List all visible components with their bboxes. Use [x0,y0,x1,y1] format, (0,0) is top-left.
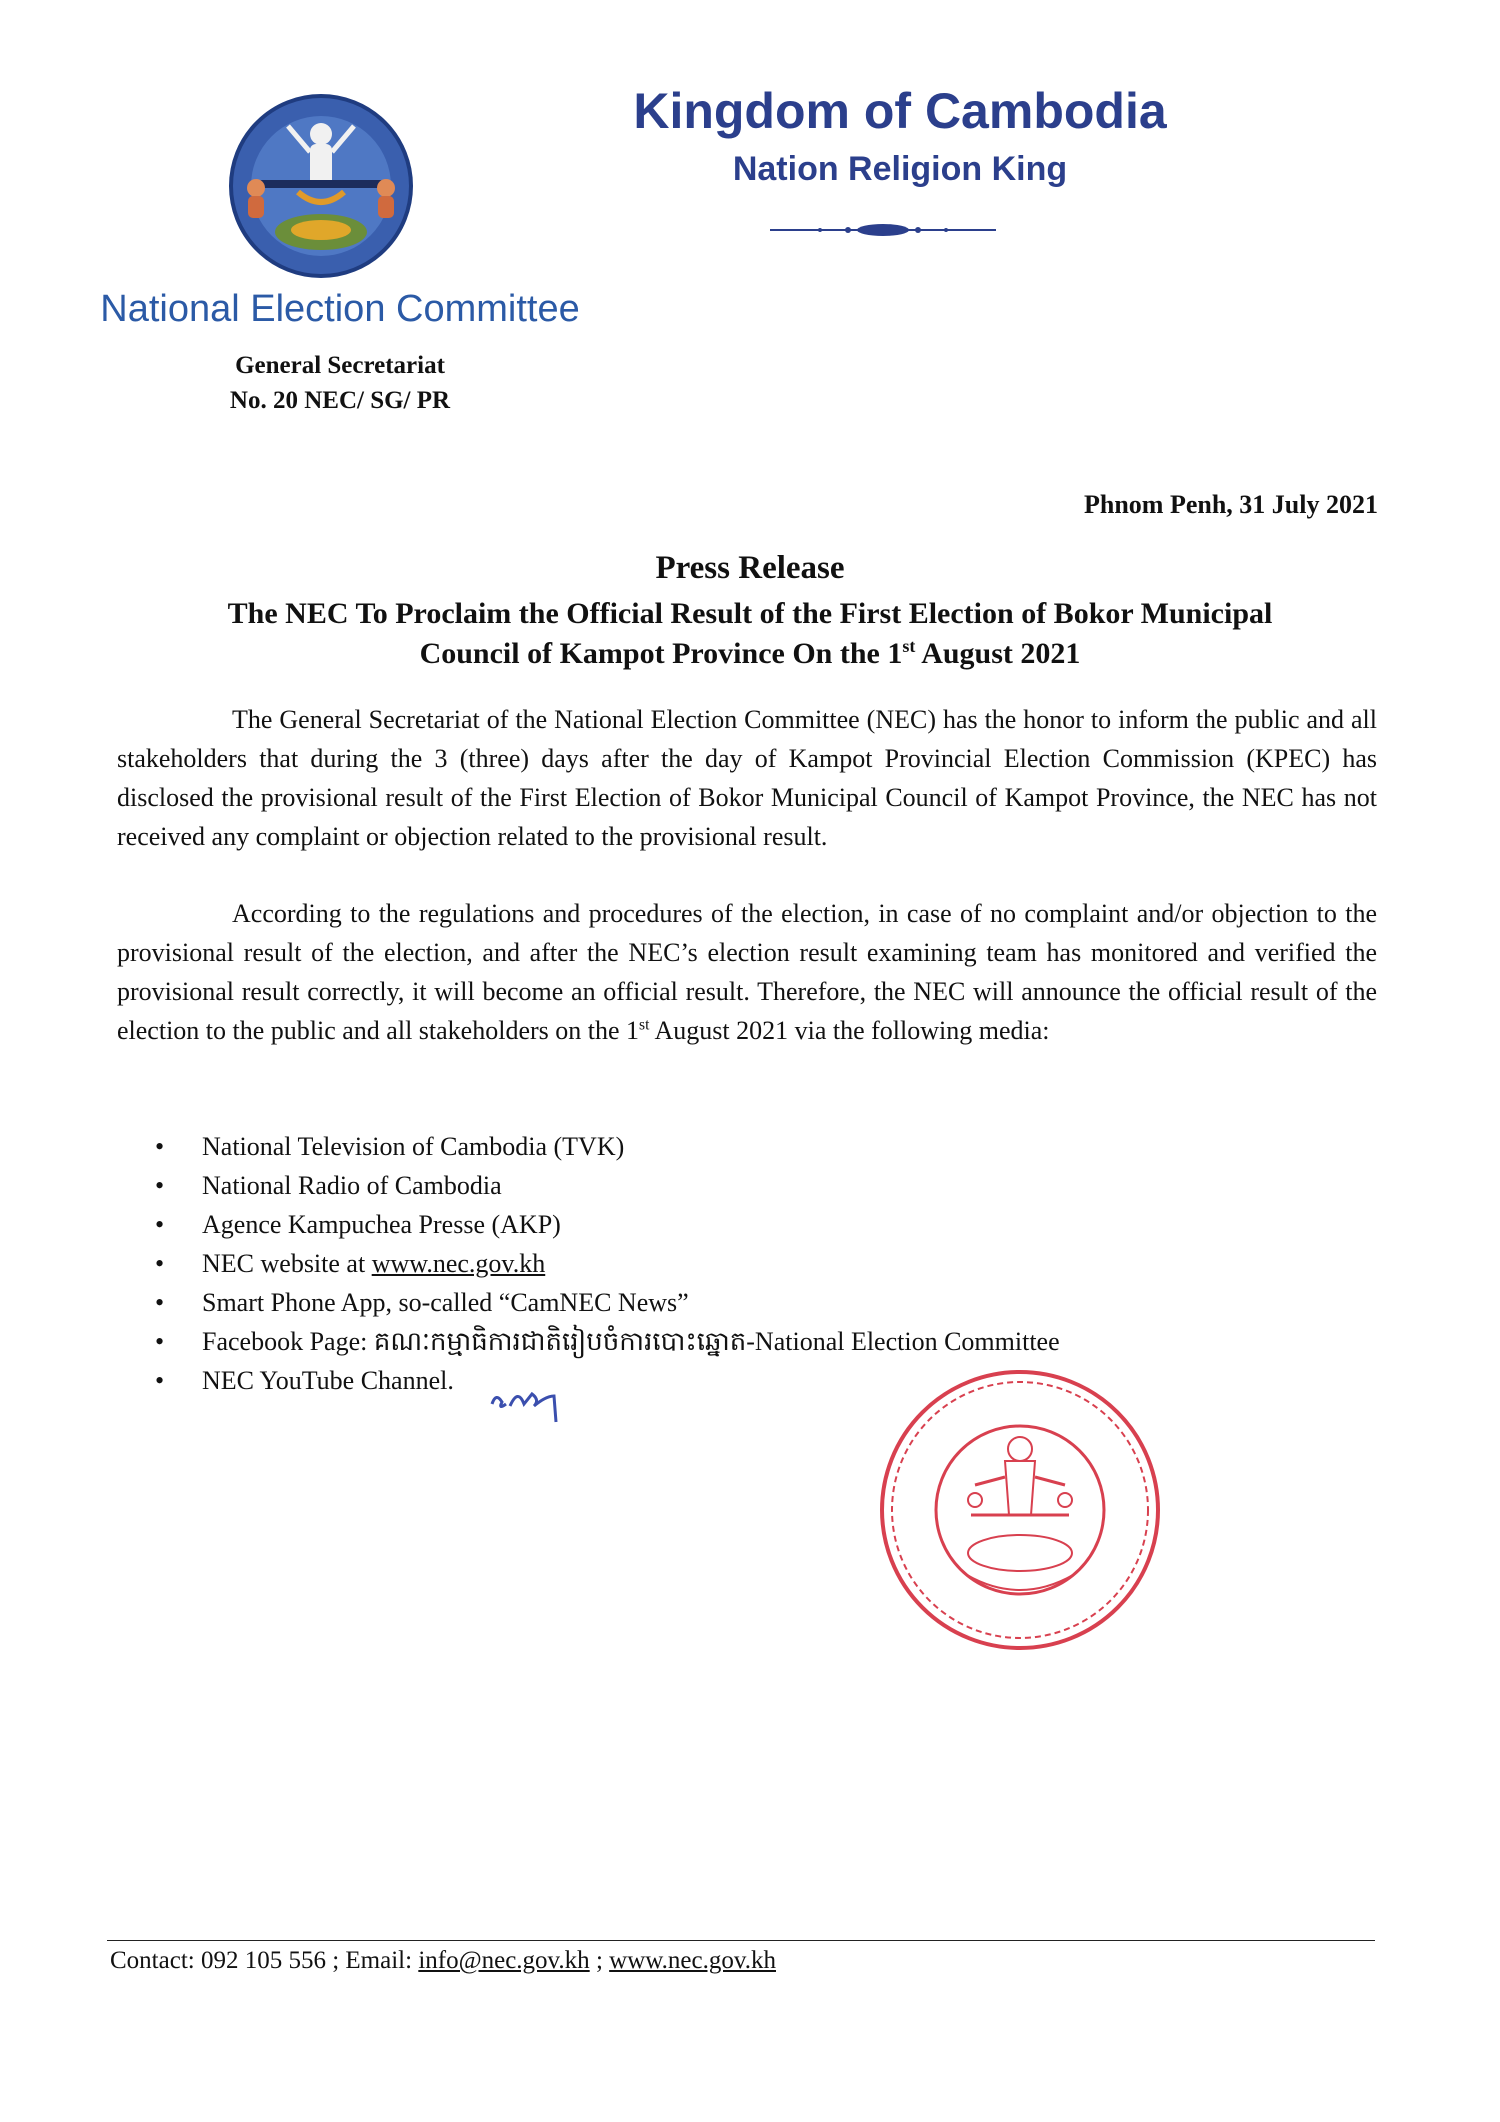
footer-contact [110,1947,776,1975]
signature-icon [488,1374,568,1434]
department-name: General Secretariat [235,352,445,379]
subtitle-line-1: The NEC To Proclaim the Official Result of the First Election of Bokor Municipal [227,597,1273,630]
media-youtube: NEC YouTube Channel. [202,1366,454,1395]
subtitle-line-2-start: Council of Kampot Province On the 1 [419,637,903,670]
media-radio: National Radio of Cambodia [202,1171,502,1200]
footer-separator: ; [589,1947,610,1974]
body-paragraph-1: The General Secretariat of the National Election Committee (NEC) has the honor to inform the public and all stakeholders that during the 3 (three) days after the day of Kampot Provincial Election Commission (KPEC) has disclosed the provisional result of the First Election of Bokor Municipal Council of Kampot Province, the NEC has not received any complaint or objection related to the provisional result. [117,705,1377,851]
media-tvk: National Television of Cambodia (TVK) [202,1132,625,1161]
nec-emblem-icon [228,92,414,280]
facebook-khmer-name: គណៈកម្មាធិការជាតិរៀបចំការបោះឆ្នោត [373,1327,747,1356]
motto-heading: Nation Religion King [732,150,1068,188]
subtitle-ordinal: st [902,636,916,656]
committee-name: National Election Committee [100,288,580,330]
list-item [155,1244,1255,1283]
press-release-subtitle [110,594,1390,674]
date-line: Phnom Penh, 31 July 2021 [1084,490,1378,519]
para2-text: According to the regulations and procedures of the election, in case of no complaint and/or objection to the provisional result of the election, and after the NEC’s election result examining team has monitored and verified the provisional result correctly, it will become an official result. Therefore, the NEC will announce the official result of the election to the public and all stakeholders on the 1 [117,899,1377,1045]
list-item [155,1322,1255,1361]
contact-phone: Contact: 092 105 556 ; Email: [110,1947,419,1974]
list-item [155,1127,1255,1166]
list-item [155,1205,1255,1244]
list-item [155,1283,1255,1322]
email-link[interactable]: info@nec.gov.kh [418,1947,590,1974]
facebook-english-name: -National Election Committee [746,1327,1060,1356]
kingdom-heading: Kingdom of Cambodia [633,83,1167,139]
media-app: Smart Phone App, so-called “CamNEC News” [202,1288,689,1317]
subtitle-line-2-end: August 2021 [915,637,1081,670]
para2-ordinal: st [639,1016,650,1034]
website-link[interactable]: www.nec.gov.kh [371,1249,546,1278]
ornament-divider-icon [770,222,996,238]
official-seal-icon [875,1365,1165,1655]
body-paragraph-2 [117,894,1377,1050]
press-release-title: Press Release [655,550,845,586]
media-facebook-label: Facebook Page: [202,1327,374,1356]
footer-website-link[interactable]: www.nec.gov.kh [609,1947,776,1974]
media-list [155,1127,1255,1400]
para2-text-end: August 2021 via the following media: [649,1016,1050,1045]
footer-divider [107,1940,1375,1941]
list-item [155,1166,1255,1205]
reference-number: No. 20 NEC/ SG/ PR [229,387,451,414]
media-akp: Agence Kampuchea Presse (AKP) [202,1210,561,1239]
media-website-label: NEC website at [202,1249,372,1278]
